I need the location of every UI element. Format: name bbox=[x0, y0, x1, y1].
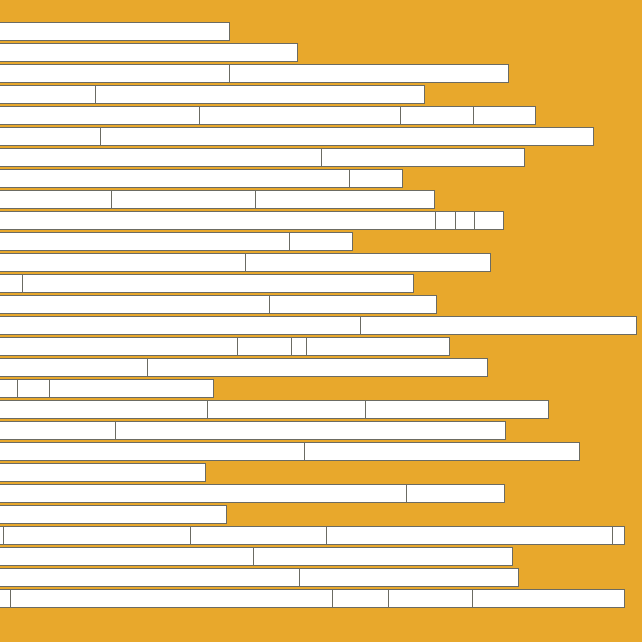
bar-segment bbox=[207, 400, 366, 419]
bar-segment bbox=[612, 526, 625, 545]
bar-segment bbox=[229, 64, 509, 83]
bar-segment bbox=[332, 589, 389, 608]
bar-segment bbox=[237, 337, 292, 356]
bar-segment bbox=[3, 526, 191, 545]
bar-segment bbox=[0, 169, 350, 188]
bar-segment bbox=[406, 484, 505, 503]
bar-segment bbox=[289, 232, 353, 251]
bar-segment bbox=[299, 568, 519, 587]
bar-segment bbox=[365, 400, 549, 419]
bar-segment bbox=[0, 463, 206, 482]
bar-segment bbox=[0, 505, 227, 524]
bar-segment bbox=[0, 211, 436, 230]
bar-segment bbox=[0, 568, 300, 587]
bar-segment bbox=[0, 484, 407, 503]
bar-segment bbox=[0, 400, 208, 419]
bar-segment bbox=[0, 43, 298, 62]
bar-segment bbox=[0, 106, 200, 125]
bar-segment bbox=[473, 106, 536, 125]
bar-segment bbox=[472, 589, 625, 608]
bar-segment bbox=[147, 358, 488, 377]
bar-segment bbox=[388, 589, 473, 608]
bar-segment bbox=[474, 211, 504, 230]
bar-segment bbox=[360, 316, 637, 335]
bar-segment bbox=[0, 316, 361, 335]
bar-segment bbox=[255, 190, 435, 209]
bar-segment bbox=[306, 337, 450, 356]
bar-segment bbox=[0, 379, 18, 398]
bar-segment bbox=[100, 127, 594, 146]
bar-segment bbox=[0, 547, 254, 566]
bar-segment bbox=[0, 148, 322, 167]
bar-segment bbox=[0, 358, 148, 377]
bar-segment bbox=[245, 253, 491, 272]
bar-segment bbox=[199, 106, 401, 125]
bar-segment bbox=[304, 442, 580, 461]
bar-segment bbox=[0, 421, 116, 440]
bar-segment bbox=[326, 526, 613, 545]
bar-segment bbox=[435, 211, 456, 230]
bar-segment bbox=[0, 295, 270, 314]
bar-segment bbox=[17, 379, 50, 398]
bar-segment bbox=[0, 337, 238, 356]
bar-segment bbox=[291, 337, 307, 356]
bar-segment bbox=[0, 253, 246, 272]
bar-segment bbox=[0, 442, 305, 461]
bar-segment bbox=[0, 274, 23, 293]
bar-segment bbox=[400, 106, 474, 125]
bar-segment bbox=[95, 85, 425, 104]
bar-segment bbox=[115, 421, 506, 440]
bar-segment bbox=[111, 190, 256, 209]
bar-segment bbox=[49, 379, 214, 398]
bar-segment bbox=[22, 274, 414, 293]
bar-segment bbox=[190, 526, 327, 545]
bar-segment bbox=[0, 190, 112, 209]
bar-segment bbox=[0, 232, 290, 251]
bar-segment bbox=[269, 295, 437, 314]
bar-segment bbox=[321, 148, 525, 167]
bar-segment bbox=[0, 64, 230, 83]
bar-segment bbox=[253, 547, 513, 566]
bar-segment bbox=[0, 85, 96, 104]
bar-segment bbox=[349, 169, 403, 188]
bar-segment bbox=[0, 127, 101, 146]
bar-segment bbox=[455, 211, 475, 230]
bar-segment bbox=[10, 589, 333, 608]
bar-segment bbox=[0, 22, 230, 41]
